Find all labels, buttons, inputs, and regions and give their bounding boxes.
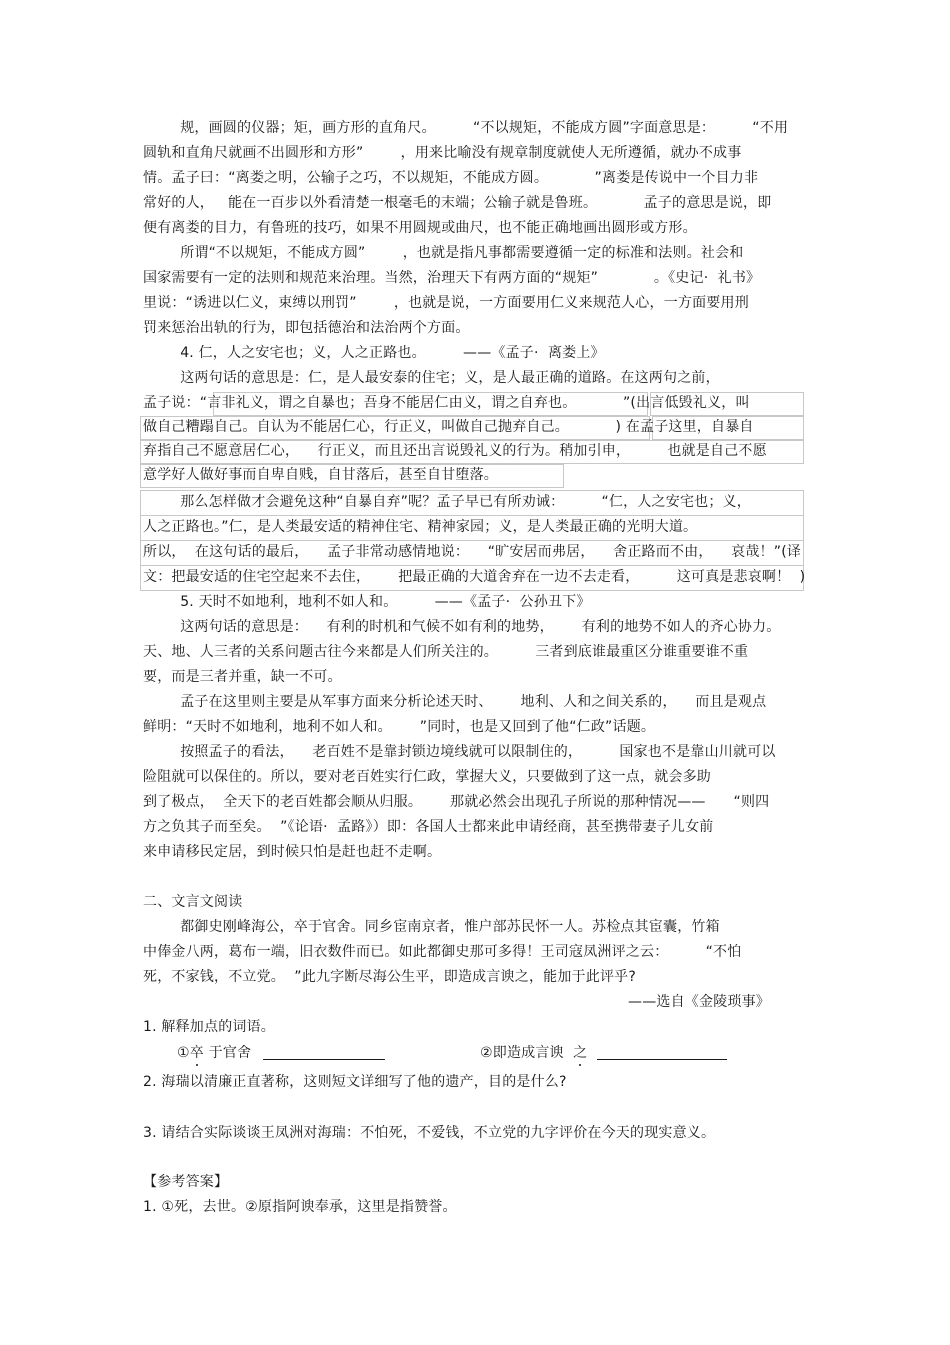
text-line: 天、地、人三者的关系问题古往今来都是人们所关注的。 三者到底谁最重区分谁重要谁不重 [143,644,749,660]
text-line: 这两句话的意思是： 有利的时机和气候不如有利的地势， 有利的地势不如人的齐心协力。 [143,619,781,635]
answer-blank-1a[interactable] [263,1045,385,1060]
answer-blank-1b[interactable] [597,1045,727,1060]
text-line: 圆轨和直角尺就画不出圆形和方形” ，用来比喻没有规章制度就使人无所遵循，就办不成事 [143,145,742,161]
text-line: 孟子说：“言非礼义，谓之自暴也；吾身不能居仁由义，谓之自弃也。 ”(出言低毁礼义，叫 [143,395,750,411]
question-3: 3. 请结合实际谈谈王凤洲对海瑞：不怕死，不爱钱，不立党的九字评价在今天的现实意义。 [143,1125,716,1141]
text-line: 孟子在这里则主要是从军事方面来分析论述天时、 地利、人和之间关系的， 而且是观点 [143,694,767,710]
text-line: 5. 天时不如地利，地利不如人和。 ——《孟子· 公孙丑下》 [143,594,591,610]
text-line: 便有离娄的目力，有鲁班的技巧，如果不用圆规或曲尺，也不能正确地画出圆形或方形。 [143,220,697,236]
text-line: 都御史刚峰海公，卒于官舍。同乡宦南京者，惟户部苏民怀一人。苏检点其宦囊，竹箱 [143,919,720,935]
text-line: 罚来惩治出轨的行为，即包括德治和法治两个方面。 [143,320,470,336]
text-line: 死，不家钱，不立党。 ”此九字断尽海公生平，即造成言谀之，能加于此评乎? [143,969,636,985]
text-line: 要，而是三者并重，缺一不可。 [143,669,342,685]
dotted-word: 之 [573,1045,588,1061]
question-1b-text: ②即造成言谀 [480,1045,574,1061]
text-line: 国家需要有一定的法则和规范来治理。当然，治理天下有两方面的“规矩” 。《史记· 礼书》 [143,270,761,286]
text-line: 4. 仁，人之安宅也；义，人之正路也。 ——《孟子· 离娄上》 [143,345,605,361]
question-2: 2. 海瑞以清廉正直著称，这则短文详细写了他的遗产，目的是什么? [143,1074,567,1090]
answer-1: 1. ①死，去世。②原指阿谀奉承，这里是指赞誉。 [143,1199,457,1215]
text-line: 到了极点， 全天下的老百姓都会顺从归服。 那就必然会出现孔子所说的那种情况—— “则四 [143,794,770,810]
text-line: 险阻就可以保住的。所以，要对老百姓实行仁政，掌握大义，只要做到了这一点，就会多助 [143,769,711,785]
question-1a-number: ① [177,1045,190,1061]
answers-heading: 【参考答案】 [143,1174,229,1190]
text-line: 所以， 在这句话的最后， 孟子非常动感情地说： “旷安居而弗居， 舍正路而不由， 哀哉！”(译 [143,544,802,560]
text-line: 所谓“不以规矩，不能成方圆” ，也就是指凡事都需要遵循一定的标准和法则。社会和 [143,245,744,261]
text-line: 中俸金八两，葛布一端，旧衣数件而已。如此都御史那可多得！王司寇凤洲评之云： “不怕 [143,944,742,960]
text-line: 做自己糟蹋自己。自认为不能居仁心，行正义，叫做自己抛弃自己。 ) 在孟子这里，自暴自 [143,419,754,435]
text-line: 弃指自己不愿意居仁心， 行正义，而且还出言说毁礼义的行为。稍加引申， 也就是自己不愿 [143,443,767,459]
question-1a-text: 于官舍 [203,1045,252,1061]
text-line: 情。孟子曰：“离娄之明，公输子之巧，不以规矩，不能成方圆。 ”离娄是传说中一个目力非 [143,170,759,186]
question-1: 1. 解释加点的词语。 [143,1019,276,1035]
text-line: 人之正路也。”仁，是人类最安适的精神住宅、精神家园；义，是人类最正确的光明大道。 [143,519,698,535]
text-line: 按照孟子的看法， 老百姓不是靠封锁边境线就可以限制住的， 国家也不是靠山川就可以 [143,744,776,760]
source-citation: ——选自《金陵琐事》 [628,994,770,1010]
text-line: 来申请移民定居，到时候只怕是赶也赶不走啊。 [143,844,442,860]
text-line: 意学好人做好事而自卑自贱，自甘落后，甚至自甘堕落。 [143,467,498,483]
question-1b [480,1044,587,1062]
text-line: 那么怎样做才会避免这种“自暴自弃”呢？孟子早已有所劝诫： “仁，人之安宅也；义， [143,494,751,510]
text-line: 鲜明：“天时不如地利，地利不如人和。 ”同时，也是又回到了他“仁政”话题。 [143,719,656,735]
text-line: 文：把最安适的住宅空起来不去住， 把最正确的大道舍弃在一边不去走看， 这可真是悲哀啊！ ) [143,569,806,585]
text-line: 常好的人， 能在一百步以外看清楚一根毫毛的末端；公输子就是鲁班。 孟子的意思是说，即 [143,195,772,211]
text-line: 这两句话的意思是：仁，是人最安泰的住宅；义，是人最正确的道路。在这两句之前， [143,370,720,386]
text-line: 方之负其子而至矣。 ”《论语· 孟路》）即：各国人士都来此申请经商，甚至携带妻子儿女前 [143,819,714,835]
question-1a [177,1044,251,1062]
text-line: 规，画圆的仪器；矩，画方形的直角尺。 “不以规矩，不能成方圆”字面意思是： “不用 [143,120,789,136]
section-heading: 二、文言文阅读 [143,894,243,910]
dotted-word: 卒 [189,1045,204,1061]
text-line: 里说：“诱进以仁义，束缚以刑罚” ，也就是说，一方面要用仁义来规范人心，一方面要用刑 [143,295,749,311]
